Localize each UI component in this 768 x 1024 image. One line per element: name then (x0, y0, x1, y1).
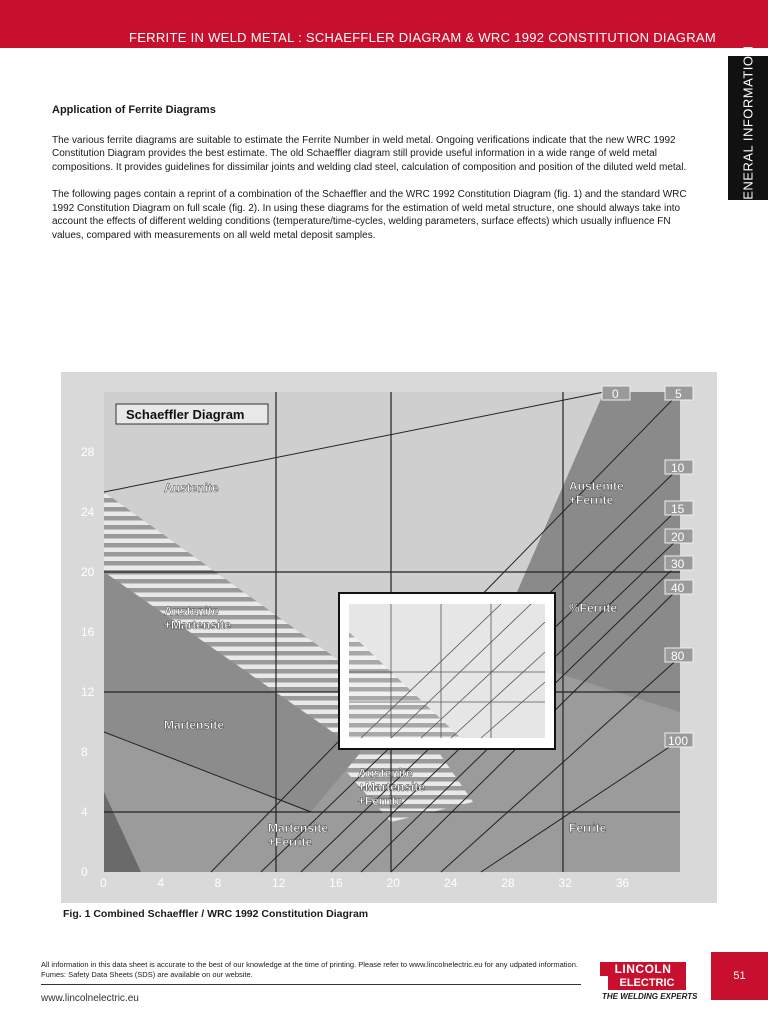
footer-note-line-1: All information in this data sheet is accurate to the best of our knowledge at the time of printing. Please refer to www.lincolnelectric.eu for any udpated information. (41, 960, 578, 969)
ferrite-label-10: 10 (671, 461, 685, 475)
x-tick-label: 20 (386, 876, 400, 890)
label-austenite-ferrite-1: Austenite (569, 479, 624, 493)
header-bar (0, 0, 768, 48)
ferrite-label-5: 5 (675, 387, 682, 401)
y-tick-label: 20 (81, 565, 95, 579)
logo-line-1: LINCOLN (600, 962, 686, 976)
page-number-box (711, 952, 768, 1000)
ferrite-label-15: 15 (671, 502, 685, 516)
section-heading: Application of Ferrite Diagrams (52, 104, 216, 116)
label-martensite: Martensite (164, 718, 225, 732)
x-tick-label: 32 (558, 876, 572, 890)
label-amf-3: +Ferrite (358, 794, 403, 808)
footer-note-line-2: Fumes: Safety Data Sheets (SDS) are available on our website. (41, 970, 253, 979)
label-martensite-ferrite-2: +Ferrite (268, 835, 313, 849)
body-text (52, 104, 702, 256)
y-tick-label: 28 (81, 445, 95, 459)
x-tick-label: 0 (100, 876, 107, 890)
label-austenite-martensite-2: +Martensite (164, 618, 232, 632)
paragraph-1: The various ferrite diagrams are suitable to estimate the Ferrite Number in weld metal. Ongoing verifications indicate that the new WRC 1992 Constitution Diagram provides the best estimate. The old Schaeffler diagram still provide useful information in a wide range of weld metal compositions. It provides guidelines for dissimilar joints and welding clad steel, calculation of composition and position of the diluted weld metal. (52, 134, 687, 173)
y-tick-label: 24 (81, 505, 95, 519)
label-austenite-ferrite-2: +Ferrite (569, 493, 614, 507)
x-tick-label: 4 (157, 876, 165, 890)
x-tick-label: 36 (615, 876, 630, 890)
lincoln-electric-logo (600, 962, 696, 1002)
label-percent-ferrite: %Ferrite (569, 601, 618, 615)
label-martensite-ferrite-1: Martensite (268, 821, 329, 835)
diagram-title: Schaeffler Diagram (126, 407, 245, 422)
y-tick-label: 0 (81, 865, 88, 879)
section-tab-label: GENERAL INFORMATION (740, 45, 756, 211)
y-tick-label: 8 (81, 745, 88, 759)
x-tick-label: 24 (443, 876, 458, 890)
y-tick-label: 16 (81, 625, 95, 639)
ferrite-label-100: 100 (668, 734, 689, 748)
ferrite-label-0: 0 (612, 387, 619, 401)
logo-line-2: ELECTRIC (608, 976, 686, 990)
section-tab (728, 45, 768, 211)
label-amf-1: Austenite (358, 766, 413, 780)
paragraph-2: The following pages contain a reprint of a combination of the Schaeffler and the WRC 1992 Constitution Diagram (fig. 1) and the standard WRC 1992 Constitution Diagram on full scale (fig. 2). In using these diagrams for the estimation of weld metal structure, one should always take into account the effects of different welding conditions (temperature/time-cycles, welding parameters, surface effects) which usually influence FN values, compared with measurements on all weld metal deposit samples. (52, 189, 687, 241)
footer-divider (41, 984, 581, 985)
page-title: FERRITE IN WELD METAL : SCHAEFFLER DIAGRAM & WRC 1992 CONSTITUTION DIAGRAM (128, 30, 716, 45)
schaeffler-diagram (61, 372, 717, 903)
label-austenite: Austenite (164, 481, 219, 495)
x-tick-label: 28 (501, 876, 515, 890)
footer-url-link[interactable]: www.lincolnelectric.eu (41, 993, 139, 1004)
ferrite-label-30: 30 (671, 557, 685, 571)
figure-caption: Fig. 1 Combined Schaeffler / WRC 1992 Constitution Diagram (63, 908, 369, 920)
x-tick-label: 8 (214, 876, 222, 890)
footer-note (41, 960, 601, 980)
label-austenite-martensite-1: Austenite (164, 604, 219, 618)
x-tick-label: 16 (329, 876, 343, 890)
label-amf-2: +Martensite (358, 780, 426, 794)
ferrite-label-20: 20 (671, 530, 685, 544)
x-tick-label: 12 (271, 876, 286, 890)
label-ferrite: Ferrite (569, 821, 607, 835)
logo-tagline: THE WELDING EXPERTS (602, 992, 698, 1001)
ferrite-label-40: 40 (671, 581, 685, 595)
y-tick-label: 12 (81, 685, 95, 699)
page-number: 51 (733, 970, 746, 982)
wrc-inset (339, 593, 555, 749)
y-tick-label: 4 (81, 805, 88, 819)
ferrite-label-80: 80 (671, 649, 685, 663)
